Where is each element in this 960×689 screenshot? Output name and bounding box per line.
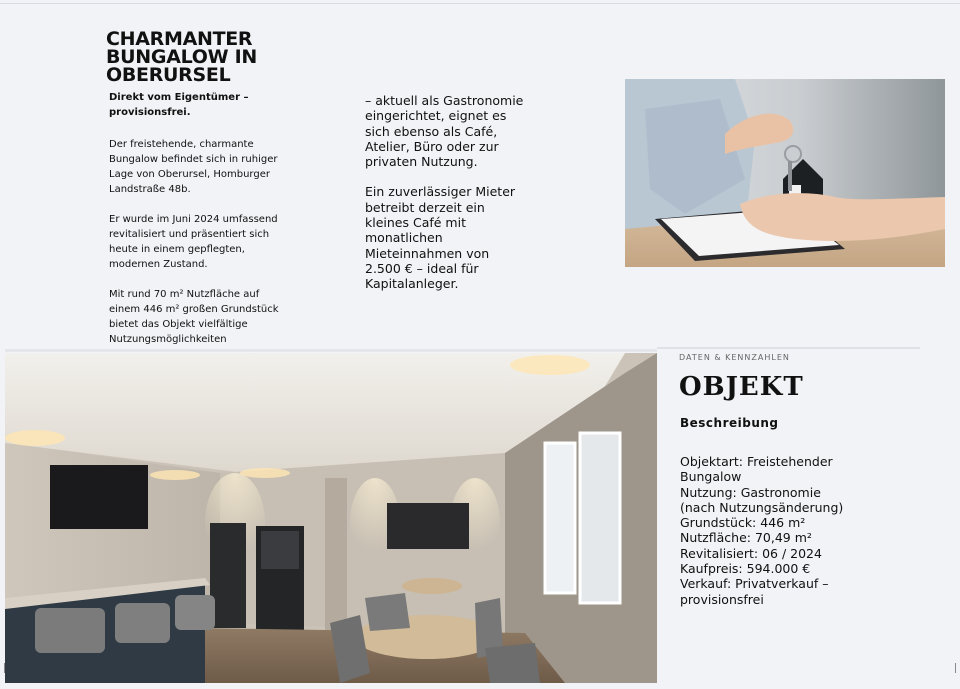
crop-mark [4,663,5,673]
paragraph: Der freistehende, charmante Bungalow befindet sich in ruhiger Lage von Oberursel, Homburger Landstraße 48b. [109,139,278,195]
facts-list [680,454,850,607]
fact-item: Revitalisiert: 06 / 2024 [680,545,822,561]
text-column-2 [365,93,525,292]
paragraph: Mit rund 70 m² Nutzfläche auf einem 446 m² großen Grundstück bietet das Objekt vielfältige Nutzungsmöglichkeiten [109,289,279,345]
fact-item: Kaufpreis: 594.000 € [680,561,811,577]
text-column-1 [109,137,279,347]
crop-mark [955,663,956,673]
section-divider [5,349,657,352]
fact-item: Nutzung: Gastronomie (nach Nutzungsänderung) [680,484,844,515]
fact-item: Grundstück: 446 m² [680,515,806,531]
fact-item: Objektart: Freistehender Bungalow [680,454,833,485]
section-eyebrow: DATEN & KENNZAHLEN [679,353,790,362]
paragraph: Ein zuverlässiger Mieter betreibt derzeit ein kleines Café mit monatlichen Mieteinnahmen von 2.500 € – ideal für Kapitalanleger. [365,184,516,292]
cafe-interior-photo [5,353,657,683]
section-divider [657,347,920,349]
page-top-border [0,3,960,4]
headline: CHARMANTER BUNGALOW IN OBERURSEL [106,28,257,86]
key-handover-illustration [625,79,945,267]
section-subtitle: Beschreibung [680,416,779,430]
subhead: Direkt vom Eigentümer – provisionsfrei. [109,92,249,118]
cafe-interior-illustration [5,353,657,683]
paragraph: Er wurde im Juni 2024 umfassend revitalisiert und präsentiert sich heute in einem gepflegten, modernen Zustand. [109,214,278,270]
fact-item: Verkauf: Privatverkauf – provisionsfrei [680,576,829,607]
section-title: OBJEKT [679,372,804,402]
paragraph: – aktuell als Gastronomie eingerichtet, eignet es sich ebenso als Café, Atelier, Büro oder zur privaten Nutzung. [365,93,524,170]
key-handover-photo [625,79,945,267]
fact-item: Nutzfläche: 70,49 m² [680,530,812,546]
